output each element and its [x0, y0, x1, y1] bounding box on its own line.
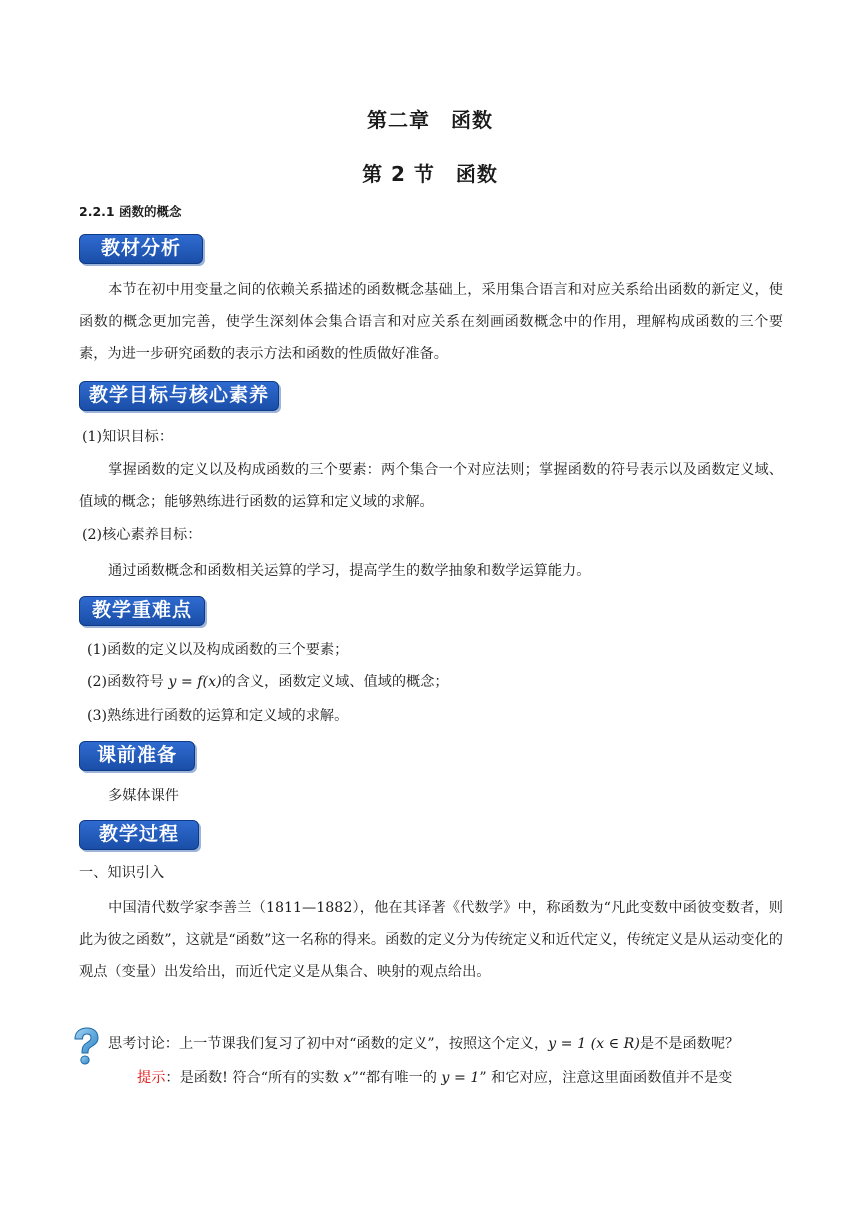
core-objective-text: 通过函数概念和函数相关运算的学习，提高学生的数学抽象和数学运算能力。 [108, 563, 591, 579]
hint-line [137, 1067, 732, 1089]
intro-text: 中国清代数学家李善兰（1811—1882），他在其译著《代数学》中，称函数为“凡此变数中函彼变数者，则此为彼之函数”，这就是“函数”这一名称的得来。函数的定义分为传统定义和近代定义，传统定义是从运动变化的观点（变量）出发给出，而近代定义是从集合、映射的观点给出。 [79, 900, 783, 980]
key-point-2-math: y = f(x) [168, 674, 222, 690]
question-math: y = 1 (x ∈ R) [548, 1036, 640, 1052]
core-objective-label: (2)核心素养目标： [82, 527, 202, 543]
process-heading: 一、知识引入 [79, 865, 165, 881]
hint-math-x: x [343, 1070, 352, 1086]
analysis-paragraph [79, 274, 783, 370]
key-point-2-prefix: (2)函数符号 [87, 674, 169, 690]
badge-preparation: 课前准备 [79, 741, 195, 771]
key-point-2 [87, 671, 449, 693]
hint-math-y: y = 1 [441, 1070, 480, 1086]
hint-label: 提示 [137, 1070, 166, 1086]
chapter-title: 第二章 函数 [367, 108, 493, 132]
question-icon [71, 1027, 101, 1067]
discussion-question [108, 1033, 739, 1055]
badge-textbook-analysis: 教材分析 [79, 234, 203, 264]
question-suffix: 是不是函数呢？ [639, 1036, 740, 1052]
knowledge-objective-label: (1)知识目标： [82, 429, 174, 445]
section-title: 第 2 节 函数 [362, 162, 498, 186]
key-point-2-suffix: 的含义，函数定义域、值域的概念； [221, 674, 449, 690]
preparation-text: 多媒体课件 [108, 788, 179, 804]
key-point-1: (1)函数的定义以及构成函数的三个要素； [87, 642, 349, 658]
knowledge-objective-paragraph [79, 454, 783, 518]
knowledge-objective-text: 掌握函数的定义以及构成函数的三个要素：两个集合一个对应法则；掌握函数的符号表示以及函数定义域、值域的概念；能够熟练进行函数的运算和定义域的求解。 [79, 462, 783, 510]
badge-objectives: 教学目标与核心素养 [79, 381, 279, 411]
subsection-heading: 2.2.1 函数的概念 [79, 204, 182, 219]
question-prefix: 思考讨论：上一节课我们复习了初中对“函数的定义”，按照这个定义， [108, 1036, 549, 1052]
badge-teaching-process: 教学过程 [79, 820, 199, 850]
hint-prefix: ：是函数! 符合“所有的实数 [165, 1070, 344, 1086]
analysis-text: 本节在初中用变量之间的依赖关系描述的函数概念基础上，采用集合语言和对应关系给出函数的新定义，使函数的概念更加完善，使学生深刻体会集合语言和对应关系在刻画函数概念中的作用，理解构成函数的三个要素，为进一步研究函数的表示方法和函数的性质做好准备。 [79, 282, 783, 362]
hint-middle: ”“都有唯一的 [351, 1070, 442, 1086]
hint-suffix: ” 和它对应，注意这里面函数值并不是变 [479, 1070, 733, 1086]
key-point-3: (3)熟练进行函数的运算和定义域的求解。 [87, 708, 349, 724]
badge-key-points: 教学重难点 [79, 596, 205, 626]
intro-paragraph [79, 892, 783, 988]
